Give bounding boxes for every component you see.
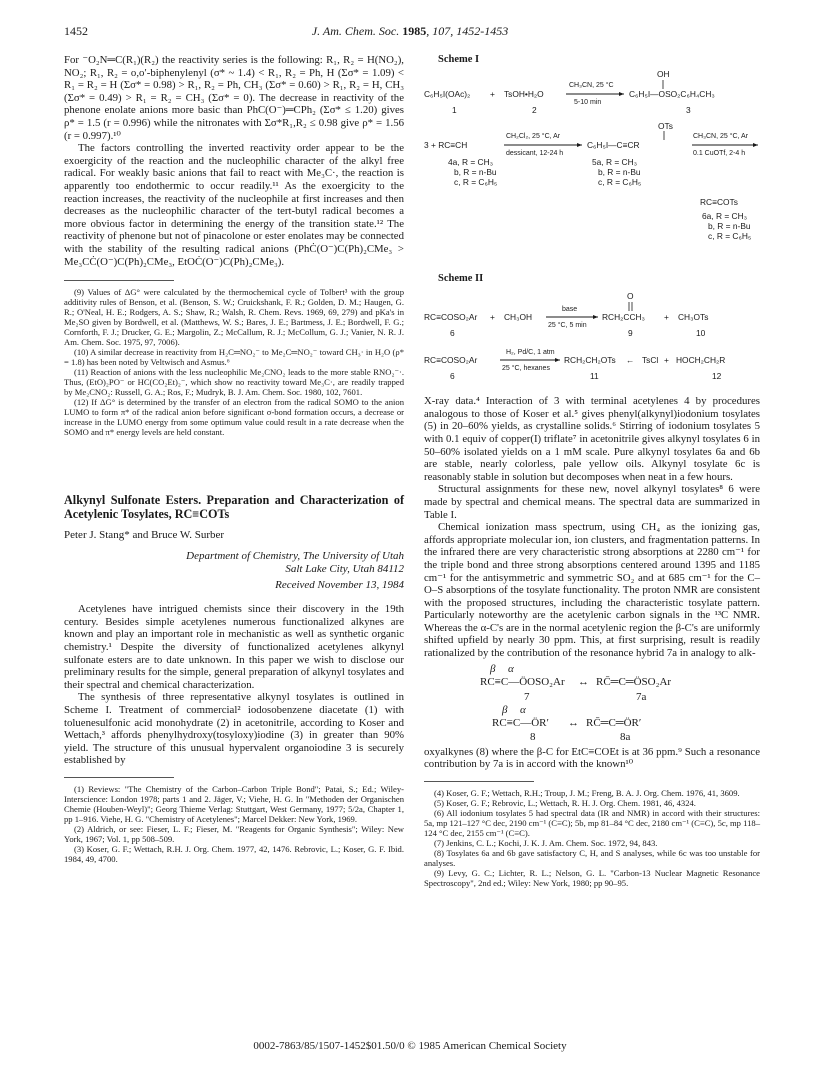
scheme-1-product-5: C₆H₅I—C≡CR xyxy=(587,139,640,150)
footnote-divider-2 xyxy=(64,777,174,778)
scheme-1-reactant-2: TsOH•H₂O xyxy=(504,88,544,99)
compound-label-7: 7 xyxy=(524,690,530,703)
scheme-1-product-6: RC≡COTs xyxy=(700,196,738,207)
scheme-1-ots: OTs xyxy=(658,120,673,131)
copyright-footer: 0002-7863/85/1507-1452$01.50/0 © 1985 American Chemical Society xyxy=(253,1040,567,1052)
alpha-label-8: α xyxy=(520,703,526,716)
compound-label-10: 10 xyxy=(696,328,706,339)
footnote-4: (4) Koser, G. F.; Wettach, R.H.; Troup, J. M.; Freng, B. A. J. Org. Chem. 1976, 41, 3609. xyxy=(434,787,740,798)
scheme-1-row2-lead: 3 + RC≡CH xyxy=(424,139,468,150)
affiliation-line-1: Department of Chemistry, The University of Utah xyxy=(186,549,404,562)
scheme-1-title: Scheme I xyxy=(438,54,480,65)
scheme-2-row-a-conditions-top: base xyxy=(562,306,578,314)
scheme-2-row-a-reagent: CH₃OH xyxy=(504,312,533,323)
scheme-2-product-12: HOCH₂CH₂R xyxy=(676,355,726,366)
compound-label-6b: b, R = n-Bu xyxy=(708,220,751,231)
scheme-1-product-3: C₆H₅I—OSO₂C₆H₄CH₃ xyxy=(629,88,715,99)
compound-label-6-b: 6 xyxy=(450,371,455,382)
scheme-1-arrowhead-1 xyxy=(619,92,624,96)
scheme-1-plus: + xyxy=(490,88,495,99)
page-number: 1452 xyxy=(64,24,88,38)
scheme-1-diagram xyxy=(424,67,760,265)
left-body-paragraph-2: The synthesis of three representative alkynyl tosylates is outlined in Scheme I. Treatment of commercial² iodosobenzene diacetate (1) with toluenesulfonic acid monohydrate (2) in acetonitrile, according to Koser and Wettach,³ affords phenylhydroxy(tosyloxy)iodine (3) in greater than 90% yield. The structure of this unusual hypervalent organoiodine 3 is securely established by xyxy=(64,691,404,767)
compound-label-5c: c, R = C₆H₅ xyxy=(598,176,642,187)
resonance-8-left: RC≡C—ÖR′ xyxy=(492,716,549,729)
affiliation-line-2: Salt Lake City, Utah 84112 xyxy=(285,562,404,575)
scheme-1-row2-conditions2-top: CH₃CN, 25 °C, Ar xyxy=(693,132,749,140)
article-authors: Peter J. Stang* and Bruce W. Surber xyxy=(64,529,225,542)
compound-label-1: 1 xyxy=(452,104,457,115)
scheme-2-arrowhead-a xyxy=(593,315,598,319)
left-paragraph-1: For ⁻O₂N═C(R₁)(R₂) the reactivity series is the following: R₁, R₂ = H(NO₂), NO₂; R₁, R₂ = o,o′-biphenylenyl (σ* ~ 1.4) < R₁, R₂ = Ph, H (Σσ* = 1.09) < R₁ = R₂ = H (Σσ* = 0.98) > R₁, R₂ = Ph, CH₃ (Σσ* = 0.60) > R₁, R₂ = H, CH₃ (Σσ* = 0.49) > R₁ = R₂ = CH₃ (Σσ* = 0). The decrease in reactivity of the phenone enolate anions more basic than PhC(O⁻)═CPh₂ (Σσ* ≤ 1.20) gives ρ* = 1.5 (r = 0.996) while the nitronates with Σσ*R₁,R₂ ≤ 0.98 give ρ* = 1.56 (r = 0.997).¹⁰ xyxy=(64,54,404,142)
resonance-7-left: RC≡C—ÖOSO₂Ar xyxy=(480,675,565,688)
compound-label-8: 8 xyxy=(530,730,536,742)
compound-label-4c: c, R = C₆H₅ xyxy=(454,176,498,187)
footnote-8: (8) Tosylates 6a and 6b gave satisfactory C, H, and S analyses, while 6c was too unstable for analyses. xyxy=(424,847,760,868)
left-paragraph-2: The factors controlling the inverted reactivity order appear to be the exoergicity of the reaction and the nucleophilic character of the alkyl free radical. For weakly basic anions that fail to react with Me₃C·, the reaction is apparently too endothermic to occur readily.¹¹ As the exoergicity to the reaction increases, the reactivity of the nucleophile at first increases and then decreases as the nucleophilic character of the tert-butyl radical becomes a more obvious factor in determining the energy of the transition state.¹² The reactivity of phenone but not of pinacolone or ester enolates may be connected with the stability of the resulting radical anions (PhĊ(O⁻)C(Ph)₂CMe₃ > Me₃CĊ(O⁻)C(Ph)₂CMe₃, EtOĊ(O⁻)C(Ph)₂CMe₃). xyxy=(64,142,404,268)
compound-label-9: 9 xyxy=(628,328,633,339)
resonance-7-arrow: ↔ xyxy=(578,675,589,688)
footnote-11: (11) Reaction of anions with the less nucleophilic Me₂CNO₂ leads to the more stable RNO₂⁻·. Thus, (EtO)₂PO⁻ or HC(CO₂Et)₂⁻, which show no reactivity toward Me₃C·, are readily trapped by Me₂CNO₂: Russell, G. A.; Ros, F.; Mudryk, B. J. Am. Chem. Soc. 1980, 102, 7601. xyxy=(64,367,404,398)
right-body-paragraph-1: X-ray data.⁴ Interaction of 3 with terminal acetylenes 4 by procedures analogous to those of Koser et al.⁵ gives phenyl(alkynyl)iodonium tosylates (5) in 20–60% yields, as crystalline solids.⁶ Stirring of iodonium tosylates 5 with 0.1 equiv of copper(I) triflate⁷ in acetonitrile gives alkynyl tosylates 6 in 50–60% isolated yields on a 1 mM scale. Pure alkynyl tosylates 6a and 6b are stable, nearly colorless, pale yellow oils. Alkynyl tosylate 6c is reasonably stable in solution but decomposes when neat in a few hours. xyxy=(424,395,760,483)
scheme-1-arrowhead-2 xyxy=(577,143,582,147)
journal-volume: 107 xyxy=(432,24,451,38)
resonance-8-arrow: ↔ xyxy=(568,716,579,729)
resonance-diagram xyxy=(424,660,760,742)
scheme-2-row-b-conditions-bottom: 25 °C, hexanes xyxy=(502,365,550,373)
compound-label-3: 3 xyxy=(686,104,691,115)
scheme-2-row-a-plus-2: + xyxy=(664,312,669,323)
scheme-2-row-b-reactant: RC≡COSO₂Ar xyxy=(424,355,478,366)
footnote-12: (12) If ΔG° is determined by the transfer of an electron from the radical SOMO to the anion LUMO to form π* of the radical anion before significant σ-bond formation occurs, a decrease or increase in the LUMO energy from some optimum value could result in a rate decrease when the SOMO and π* energy levels are held constant. xyxy=(64,397,404,438)
resonance-8-right: RC̄═C═ÖR′ xyxy=(586,716,642,729)
scheme-1 xyxy=(424,67,760,265)
scheme-2-row-b-plus: + xyxy=(664,355,669,366)
scheme-2-product-10: CH₃OTs xyxy=(678,312,709,323)
compound-label-6a: 6a, R = CH₃ xyxy=(702,210,748,221)
beta-label-7: β xyxy=(490,662,496,675)
scheme-1-oh: OH xyxy=(657,68,670,79)
compound-label-8a: 8a xyxy=(620,730,631,742)
right-body-paragraph-4: oxyalkynes (8) where the β-C for EtC≡COEt is at 36 ppm.⁹ Such a resonance contribution by 7a is in accord with the known¹⁰ xyxy=(424,745,760,771)
scheme-1-arrowhead-3 xyxy=(753,143,758,147)
scheme-2-row-a-conditions-bottom: 25 °C, 5 min xyxy=(548,322,587,330)
scheme-2-product-9: RCH₂CCH₃ xyxy=(602,312,645,323)
compound-label-5a: 5a, R = CH₃ xyxy=(592,156,638,167)
scheme-2-reverse-arrow: ← xyxy=(626,355,635,366)
footnote-9b: (9) Levy, G. C.; Lichter, R. L.; Nelson, G. L. "Carbon-13 Nuclear Magnetic Resonance Spectroscopy", 2nd ed.; Wiley: New York, 1980; pp 90–95. xyxy=(424,867,760,888)
footnote-2: (2) Aldrich, or see: Fieser, L. F.; Fieser, M. "Reagents for Organic Synthesis"; Wiley: New York, 1967; Vol. 1, pp 508–509. xyxy=(64,824,404,844)
compound-label-6-a: 6 xyxy=(450,328,455,339)
right-body-paragraph-3: Chemical ionization mass spectrum, using CH₄ as the ionizing gas, affords appropriate molecular ion, ion clusters, and fragmentation patterns. In the infrared there are very characteristic strong absorptions at 2280 cm⁻¹ for the triple bond and three strong absorptions centered around 1395 and 1185 cm⁻¹ for the antisymmetric and symmetric SO₂ and at 685 cm⁻¹ for the C–O–S absorptions of the tosylate functionality. The proton NMR are consistent with the proposed structures, including the characteristic tosylate pattern. Particularly noteworthy are the acetylenic carbon signals in the ¹³C NMR. Whereas the α-C's are in the normal acetylenic region the β-C's are uniformly shifted upfield by nearly 30 ppm. This, at first surprising, result is readily rationalized by the contribution of the resonance hybrid 7a in analogy to alk- xyxy=(424,521,760,660)
alpha-label-7: α xyxy=(508,662,514,675)
beta-label-8: β xyxy=(502,703,508,716)
scheme-2-arrowhead-b xyxy=(555,358,560,362)
scheme-2 xyxy=(424,285,760,389)
resonance-7-right: RC̄═C═ÖSO₂Ar xyxy=(596,675,672,688)
resonance-structures xyxy=(424,660,760,742)
scheme-1-conditions-bottom: 5-10 min xyxy=(574,98,602,106)
scheme-2-row-a-reactant: RC≡COSO₂Ar xyxy=(424,312,478,323)
scheme-2-product-11: RCH₂CH₂OTs xyxy=(564,355,616,366)
journal-pages: , 1452-1453 xyxy=(450,24,509,38)
footnote-divider-3 xyxy=(424,781,534,782)
compound-label-5b: b, R = n-Bu xyxy=(598,166,641,177)
footnote-5: (5) Koser, G. F.; Rebrovic, L.; Wettach, R. H. J. Org. Chem. 1981, 46, 4324. xyxy=(434,797,696,808)
scheme-2-title: Scheme II xyxy=(438,272,484,284)
footnote-7: (7) Jenkins, C. L.; Kochi, J. K. J. Am. Chem. Soc. 1972, 94, 843. xyxy=(434,837,658,848)
footnote-3: (3) Koser, G. F.; Wettach, R.H. J. Org. Chem. 1977, 42, 1476. Rebrovic, L.; Koser, G. F. Ibid. 1984, 49, 4700. xyxy=(64,844,404,864)
journal-year: 1985 xyxy=(402,24,427,38)
scheme-2-diagram xyxy=(424,285,760,389)
received-date: Received November 13, 1984 xyxy=(275,578,404,591)
compound-label-6c: c, R = C₆H₅ xyxy=(708,230,752,241)
scheme-2-o: O xyxy=(627,291,634,302)
scheme-1-reactant-1: C₆H₅I(OAc)₂ xyxy=(424,88,471,99)
article-title: Alkynyl Sulfonate Esters. Preparation and Characterization of Acetylenic Tosylates, RC≡COTs xyxy=(64,493,404,522)
right-body-paragraph-2: Structural assignments for these new, novel alkynyl tosylates⁸ 6 were made by spectral and chemical means. The spectral data are summarized in Table I. xyxy=(424,483,760,521)
journal-name: J. Am. Chem. Soc. xyxy=(311,24,400,38)
compound-label-12: 12 xyxy=(712,371,722,382)
compound-label-11: 11 xyxy=(590,371,599,382)
footnote-10: (10) A similar decrease in reactivity from H₂C═NO₂⁻ to Me₂C═NO₂⁻ toward CH₃· in H₂O (ρ* = 1.8) has been noted by Veltwisch and Asmus.⁶ xyxy=(64,347,404,368)
compound-label-4b: b, R = n-Bu xyxy=(454,166,497,177)
compound-label-7a: 7a xyxy=(636,690,647,703)
scheme-2-row-a-plus: + xyxy=(490,312,495,323)
compound-label-4a: 4a, R = CH₃ xyxy=(448,156,494,167)
right-column xyxy=(424,54,760,888)
footnote-divider xyxy=(64,280,174,281)
scheme-2-row-b-conditions-top: H₂, Pd/C, 1 atm xyxy=(506,349,555,357)
scheme-1-row2-conditions-top: CH₂Cl₂, 25 °C, Ar xyxy=(506,132,561,140)
footnote-9: (9) Values of ΔG° were calculated by the thermochemical cycle of Tolbert³ with the group additivity rules of Benson, et al. (Benson, S. W.; Cruickshank, F. R.; Golden, D. M.; Haugen, G. R.; O'Neal, H. E.; Rodgers, A. S.; Shaw, R.; Walsh, R. Chem. Revs. 1969, 69, 279) and pKa's in Me₂SO given by Bordwell, et al. (Matthews, W. S.; Bares, J. E.; Bartmess, J. E.; Bordwell, F. G.; Cornforth, F. J.; Drucker, G. E.; Margolin, Z.; McCallum, R. J.; McCollum, G. J.; Vanier, N. R. J. Am. Chem. Soc. 1975, 97, 7006). xyxy=(64,287,404,348)
scheme-2-tscl: TsCl xyxy=(642,355,659,366)
left-body-paragraph-1: Acetylenes have intrigued chemists since their discovery in the 19th century. Besides simple acetylenes numerous functionalized alkynes are known and play an important role in mechanistic as well as synthetic organic chemistry.¹ Despite the diversity of functionalized acetylenes alkynyl sulfonate esters are to date unknown. In this paper we wish to disclose our preliminary results for the simple, general preparation of alkynyl tosylates and their spectral and chemical characterization. xyxy=(64,603,404,691)
scheme-1-conditions-top: CH₃CN, 25 °C xyxy=(569,81,614,89)
scheme-1-row2-conditions-bottom: dessicant, 12-24 h xyxy=(506,149,564,157)
footnote-1: (1) Reviews: "The Chemistry of the Carbon–Carbon Triple Bond"; Patai, S.; Ed.; Wiley-Interscience: London 1978; parts 1 and 2. Jäger, V.; Viehe, H. G. In "Methoden der Organischen Chemie (Houben-Weyl)"; Georg Thieme Verlag: Stuttgart, West Germany, 1977; 5/2a, Chapter 1, pp 1–916. Viehe, H. G. "Chemistry of Acetylenes"; Marcel Dekker: New York, 1969. xyxy=(64,784,404,824)
left-column xyxy=(64,54,404,864)
running-header: J. Am. Chem. Soc. 1985, 107, 1452-1453 xyxy=(311,24,509,38)
scheme-1-row2-conditions2-bottom: 0.1 CuOTf, 2-4 h xyxy=(693,149,746,157)
compound-label-2: 2 xyxy=(532,104,537,115)
footnote-6: (6) All iodonium tosylates 5 had spectral data (IR and NMR) in accord with their structures: 5a, mp 121–127 °C dec, 2190 cm⁻¹ (C≡C); 5b, mp 81–84 °C dec, 2180 cm⁻¹ (C≡C), 5c, mp 118–124 °C dec, 2155 cm⁻¹ (C≡C). xyxy=(424,807,760,838)
